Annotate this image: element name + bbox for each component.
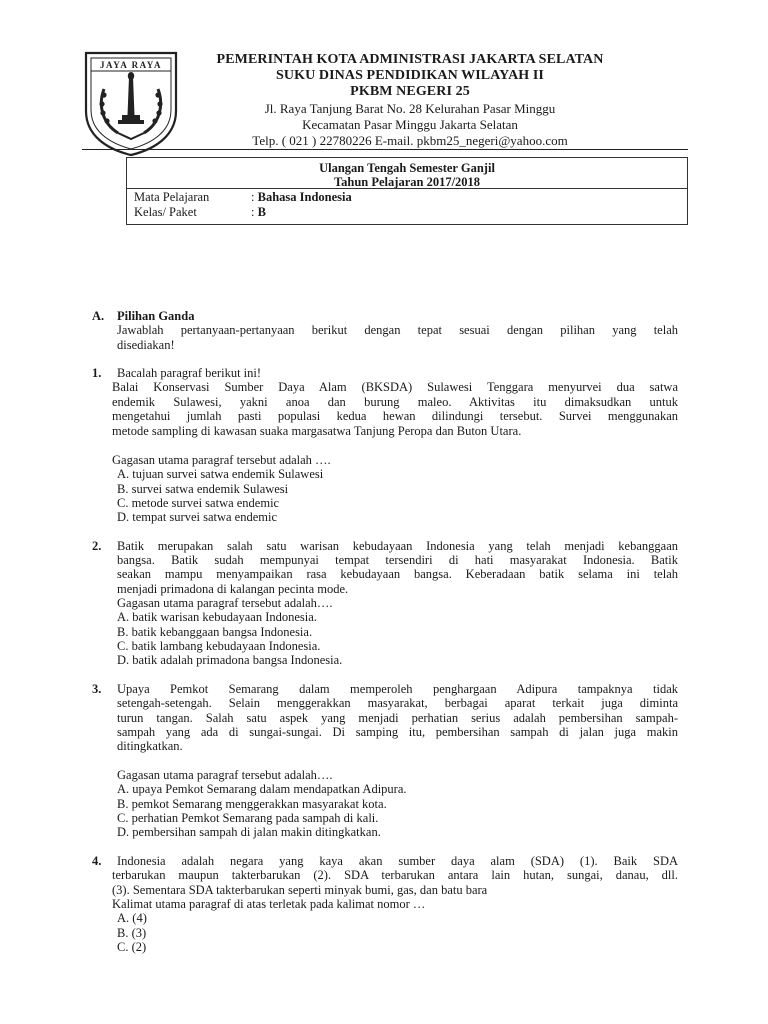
passage-line: menjadi primadona di kalangan pecinta mode. — [117, 582, 349, 596]
passage-line: ditingkatkan. — [117, 739, 183, 753]
passage-line: Upaya Pemkot Semarang dalam memperoleh penghargaan Adipura tampaknya tidak — [117, 682, 678, 696]
question-prompt: Gagasan utama paragraf tersebut adalah …. — [112, 453, 331, 467]
passage-line: mengetahui jumlah pasti populasi kedua hewan dilindungi tersebut. Survei menggunakan — [112, 409, 678, 423]
passage-line: turun tangan. Salah satu aspek yang menjadi perhatian serius adalah pembersihan sampah- — [117, 711, 678, 725]
logo-motto: JAYA RAYA — [100, 60, 162, 70]
section-letter: A. — [92, 309, 105, 323]
exam-info-box — [126, 157, 688, 225]
answer-option-a[interactable]: A. upaya Pemkot Semarang dalam mendapatkan Adipura. — [117, 782, 407, 796]
subject-label: Mata Pelajaran — [134, 190, 210, 204]
letterhead-government: PEMERINTAH KOTA ADMINISTRASI JAKARTA SELATAN — [216, 52, 604, 67]
subject-value: Bahasa Indonesia — [257, 190, 352, 204]
answer-option-d[interactable]: D. batik adalah primadona bangsa Indonesia. — [117, 653, 343, 667]
section-instruction: Jawablah pertanyaan-pertanyaan berikut dengan tepat sesuai dengan pilihan yang telah — [117, 323, 678, 337]
passage-line: bangsa. Batik sudah mempunyai tempat tersendiri di hati masyarakat Indonesia. Batik — [117, 553, 678, 567]
question-prompt: Kalimat utama paragraf di atas terletak pada kalimat nomor … — [112, 897, 426, 911]
jaya-raya-logo — [82, 49, 180, 159]
question-number: 4. — [92, 854, 102, 868]
letterhead-address: Jl. Raya Tanjung Barat No. 28 Kelurahan Pasar Minggu — [264, 101, 556, 116]
passage-line: setengah-setengah. Selain menggerakkan masyarakat, berbagai aparat terkait juga diminta — [117, 696, 678, 710]
question-prompt: Gagasan utama paragraf tersebut adalah…. — [117, 768, 333, 782]
passage-line: seakan mampu menyampaikan rasa kebudayaan bangsa. Keberadaan batik selama ini telah — [117, 567, 678, 581]
letterhead-divider — [82, 149, 688, 150]
answer-option-c[interactable]: C. (2) — [117, 940, 147, 954]
passage-line: (3). Sementara SDA takterbarukan seperti minyak bumi, gas, dan batu bara — [112, 883, 488, 897]
exam-title: Ulangan Tengah Semester Ganjil — [319, 161, 495, 175]
class-row: Kelas/ Paket : B — [134, 205, 266, 219]
answer-option-b[interactable]: B. batik kebanggaan bangsa Indonesia. — [117, 625, 313, 639]
class-value: B — [257, 205, 266, 219]
answer-option-c[interactable]: C. batik lambang kebudayaan Indonesia. — [117, 639, 321, 653]
question-prompt: Gagasan utama paragraf tersebut adalah…. — [117, 596, 333, 610]
passage-line: metode sampling di kawasan suaka margasatwa Tanjung Peropa dan Buton Utara. — [112, 424, 522, 438]
passage-line: Balai Konservasi Sumber Daya Alam (BKSDA) Sulawesi Tenggara menyurvei dua satwa — [112, 380, 678, 394]
answer-option-b[interactable]: B. pemkot Semarang menggerakkan masyarakat kota. — [117, 797, 387, 811]
passage-line: Batik merupakan salah satu warisan kebudayaan Indonesia yang telah menjadi kebanggaan — [117, 539, 678, 553]
passage-line: terbarukan maupun takterbarukan (2). SDA terbarukan antara lain hutan, sungai, danau, dll. — [112, 868, 678, 882]
answer-option-b[interactable]: B. survei satwa endemik Sulawesi — [117, 482, 289, 496]
letterhead-district: Kecamatan Pasar Minggu Jakarta Selatan — [302, 117, 518, 132]
section-title: Pilihan Ganda — [117, 309, 195, 323]
letterhead-agency: SUKU DINAS PENDIDIKAN WILAYAH II — [276, 68, 544, 83]
question-number: 3. — [92, 682, 102, 696]
passage-line: sampah yang ada di sungai-sungai. Di samping itu, pembersihan sampah di jalan juga makin — [117, 725, 678, 739]
letterhead-school: PKBM NEGERI 25 — [350, 84, 470, 99]
answer-option-a[interactable]: A. (4) — [117, 911, 147, 925]
answer-option-c[interactable]: C. metode survei satwa endemic — [117, 496, 280, 510]
answer-option-c[interactable]: C. perhatian Pemkot Semarang pada sampah di kali. — [117, 811, 379, 825]
answer-option-a[interactable]: A. batik warisan kebudayaan Indonesia. — [117, 610, 317, 624]
letterhead-contact: Telp. ( 021 ) 22780226 E-mail. pkbm25_negeri@yahoo.com — [252, 133, 568, 148]
passage-line: endemik Sulawesi, yakni anoa dan burung maleo. Aktivitas itu dimaksudkan untuk — [112, 395, 678, 409]
answer-option-b[interactable]: B. (3) — [117, 926, 147, 940]
passage-line: Indonesia adalah negara yang kaya akan sumber daya alam (SDA) (1). Baik SDA — [117, 854, 678, 868]
question-number: 2. — [92, 539, 102, 553]
class-label: Kelas/ Paket — [134, 205, 197, 219]
answer-option-a[interactable]: A. tujuan survei satwa endemik Sulawesi — [117, 467, 324, 481]
question-number: 1. — [92, 366, 102, 380]
subject-row: Mata Pelajaran : Bahasa Indonesia — [134, 190, 352, 204]
section-instruction-cont: disediakan! — [117, 338, 175, 352]
exam-box-divider — [127, 188, 687, 189]
exam-year: Tahun Pelajaran 2017/2018 — [333, 175, 481, 189]
answer-option-d[interactable]: D. pembersihan sampah di jalan makin ditingkatkan. — [117, 825, 381, 839]
answer-option-d[interactable]: D. tempat survei satwa endemic — [117, 510, 278, 524]
question-lead: Bacalah paragraf berikut ini! — [117, 366, 262, 380]
